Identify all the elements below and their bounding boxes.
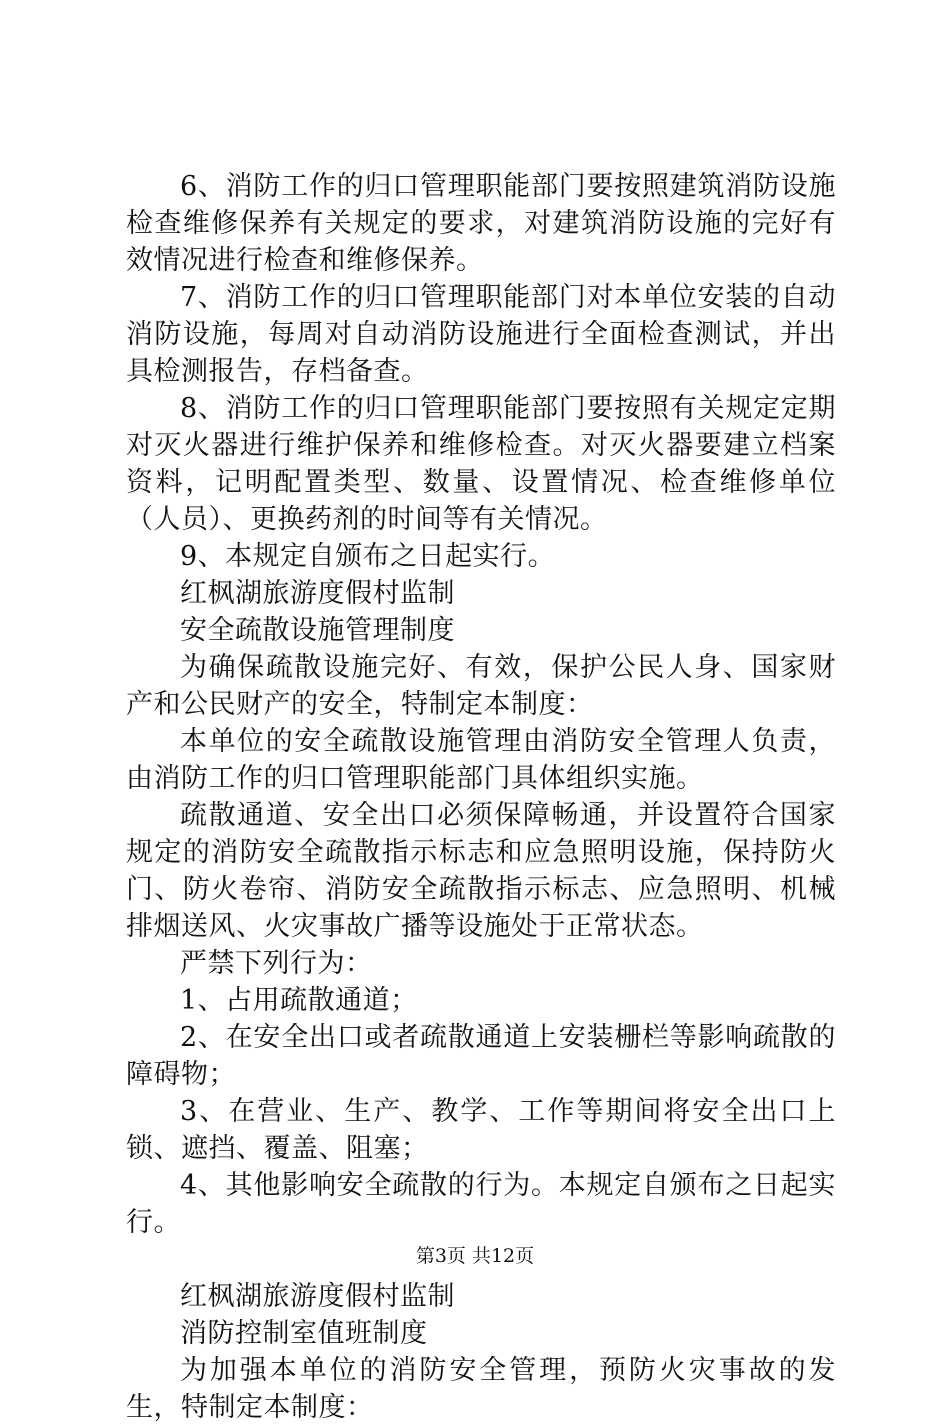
prohibited-heading: 严禁下列行为： [180, 948, 373, 979]
issuer-line: 红枫湖旅游度假村监制 [180, 578, 455, 609]
paragraph-item-6: 6、消防工作的归口管理职能部门要按照建筑消防设施检查维修保养有关规定的要求，对建筑消防设施的完好有效情况进行检查和维修保养。 [126, 171, 836, 276]
page-footer: 第3页 共12页 [415, 1245, 535, 1267]
prohibited-item-2: 2、在安全出口或者疏散通道上安装栅栏等影响疏散的障碍物； [126, 1022, 836, 1090]
prohibited-item-4: 4、其他影响安全疏散的行为。本规定自颁布之日起实行。 [126, 1170, 836, 1238]
paragraph-item-9: 9、本规定自颁布之日起实行。 [180, 541, 556, 572]
evacuation-intro: 为确保疏散设施完好、有效，保护公民人身、国家财产和公民财产的安全，特制定本制度： [126, 652, 836, 720]
section-title-evacuation: 安全疏散设施管理制度 [180, 615, 455, 646]
paragraph-item-7: 7、消防工作的归口管理职能部门对本单位安装的自动消防设施，每周对自动消防设施进行全面检查测试，并出具检测报告，存档备查。 [126, 282, 836, 387]
prohibited-item-1: 1、占用疏散通道； [180, 985, 418, 1016]
prohibited-item-3: 3、在营业、生产、教学、工作等期间将安全出口上锁、遮挡、覆盖、阻塞； [126, 1096, 836, 1164]
evacuation-requirements: 疏散通道、安全出口必须保障畅通，并设置符合国家规定的消防安全疏散指示标志和应急照明设施，保持防火门、防火卷帘、消防安全疏散指示标志、应急照明、机械排烟送风、火灾事故广播等设施处于正常状态。 [126, 800, 836, 942]
document-body [126, 168, 836, 1426]
evacuation-responsibility: 本单位的安全疏散设施管理由消防安全管理人负责，由消防工作的归口管理职能部门具体组织实施。 [126, 726, 836, 794]
paragraph-item-8: 8、消防工作的归口管理职能部门要按照有关规定定期对灭火器进行维护保养和维修检查。对灭火器要建立档案资料，记明配置类型、数量、设置情况、检查维修单位（人员）、更换药剂的时间等有关情况。 [126, 393, 836, 535]
control-room-intro: 为加强本单位的消防安全管理，预防火灾事故的发生，特制定本制度： [126, 1355, 836, 1423]
section-title-control-room: 消防控制室值班制度 [180, 1318, 428, 1349]
issuer-line-2: 红枫湖旅游度假村监制 [180, 1281, 455, 1312]
